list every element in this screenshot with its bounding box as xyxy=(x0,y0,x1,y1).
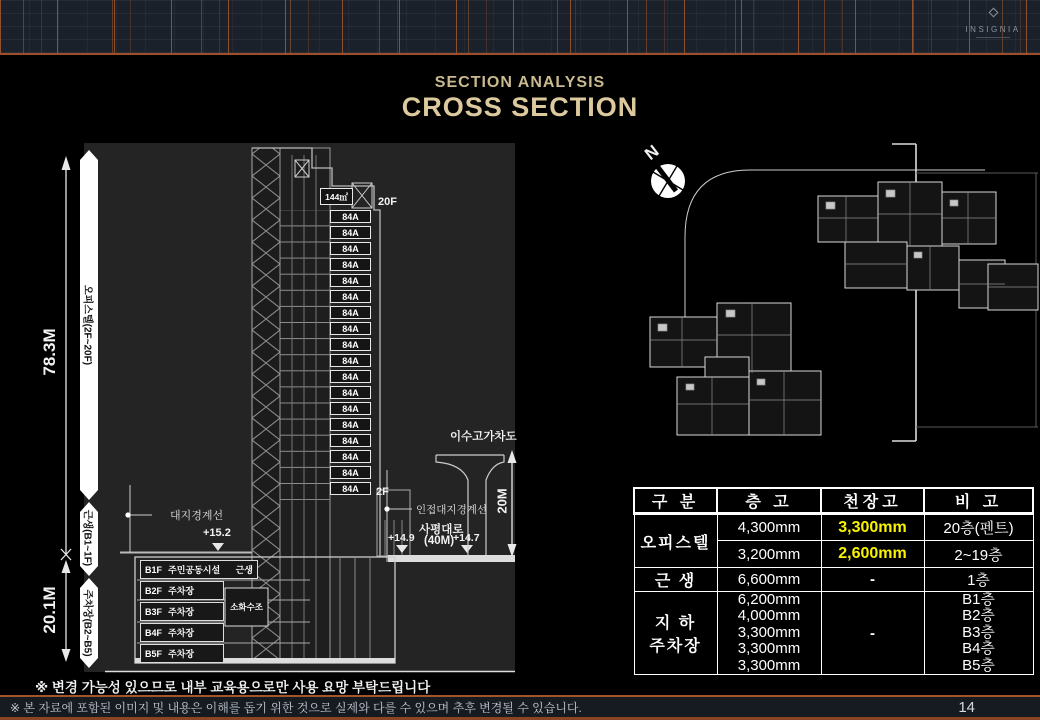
site-boundary-label: 대지경계선 xyxy=(170,510,224,522)
site-plan xyxy=(650,144,1038,441)
road-level-left-label: +14.9 xyxy=(388,532,415,544)
col-header-floor-height: 층 고 xyxy=(717,488,821,514)
cell-group-officetel: 오피스텔 xyxy=(634,514,717,568)
unit-floor-box: 84A xyxy=(330,402,371,415)
cell-remark: 20층(펜트) xyxy=(924,514,1033,541)
cell-group-geunsaeng: 근 생 xyxy=(634,568,717,592)
unit-cluster-lower xyxy=(650,303,821,435)
unit-floor-box: 84A xyxy=(330,386,371,399)
basement-row: B1F 주민공동시설 근생 xyxy=(140,560,258,579)
basement-row: B4F 주차장 xyxy=(140,623,224,642)
unit-floor-box: 84A xyxy=(330,370,371,383)
cell-ceiling-height: 2,600mm xyxy=(821,541,924,568)
basement-height-dim: 20.1M xyxy=(40,586,59,634)
cell-group-basement xyxy=(634,592,717,675)
logo-text: INSIGNIA xyxy=(965,25,1021,34)
basement-row: B2F 주차장 xyxy=(140,581,224,600)
road-level-right-label: +14.7 xyxy=(453,532,480,544)
disclaimer-note: ※ 본 자료에 포함된 이미지 및 내용은 이해를 돕기 위한 것으로 실제와 다를 수 있으며 추후 변경될 수 있습니다. xyxy=(10,700,582,715)
col-header-category: 구 분 xyxy=(634,488,717,514)
cell-ceiling-height: - xyxy=(821,592,924,675)
road-height-dim: 20M xyxy=(494,488,510,514)
north-label: N xyxy=(641,141,663,164)
unit-floor-stack xyxy=(330,210,371,498)
unit-floor-box: 84A xyxy=(330,450,371,463)
footer xyxy=(0,695,1040,720)
cell-ceiling-height: 3,300mm xyxy=(821,514,924,541)
cell-floor-height: 3,200mm xyxy=(717,541,821,568)
unit-floor-box: 84A xyxy=(330,418,371,431)
page-number: 14 xyxy=(958,698,975,716)
second-floor-label: 2F xyxy=(376,486,389,498)
unit-floor-box: 84A xyxy=(330,466,371,479)
unit-floor-box: 84A xyxy=(330,354,371,367)
basement-remarks: B1층 B2층 B3층 B4층 B5층 xyxy=(924,592,1033,675)
col-header-ceiling-height: 천장고 xyxy=(821,488,924,514)
band-geunsaeng-label: 근생(B1~1F) xyxy=(81,509,93,567)
basement-floor-heights: 6,200mm 4,000mm 3,300mm 3,300mm 3,300mm xyxy=(717,592,821,675)
group-basement-line1: 지 하 xyxy=(654,615,697,633)
page-subtitle: SECTION ANALYSIS xyxy=(434,74,606,91)
road-name-label: 사평대로 xyxy=(419,524,464,536)
band-parking-label: 주차장(B2~B5) xyxy=(81,589,93,657)
penthouse-floor-box: 144㎡ xyxy=(320,188,353,205)
overpass-label: 이수고가차도 xyxy=(450,431,517,443)
spec-table xyxy=(633,487,1034,675)
ground-level-label: +15.2 xyxy=(203,527,231,539)
cell-remark: 1층 xyxy=(924,568,1033,592)
table-row xyxy=(634,568,1033,592)
basement-row: B5F 주차장 xyxy=(140,644,224,663)
unit-floor-box: 84A xyxy=(330,322,371,335)
unit-floor-box: 84A xyxy=(330,242,371,255)
band-officetel-label: 오피스텔(2F~20F) xyxy=(81,284,93,366)
unit-cluster-upper xyxy=(818,182,1038,310)
col-header-remark: 비 고 xyxy=(924,488,1033,514)
unit-floor-box: 84A xyxy=(330,306,371,319)
total-height-dim: 78.3M xyxy=(40,328,59,376)
table-row xyxy=(634,514,1033,541)
unit-floor-box: 84A xyxy=(330,434,371,447)
table-header-row xyxy=(634,488,1033,514)
fire-tank-label: 소화수조 xyxy=(230,602,263,612)
cell-floor-height: 6,600mm xyxy=(717,568,821,592)
unit-floor-box: 84A xyxy=(330,290,371,303)
table-row xyxy=(634,592,1033,675)
road-width-label: (40M) xyxy=(424,535,455,547)
internal-use-note: ※ 변경 가능성 있으므로 내부 교육용으로만 사용 요망 부탁드립니다 xyxy=(35,680,431,695)
unit-floor-box: 84A xyxy=(330,226,371,239)
unit-floor-box: 84A xyxy=(330,482,371,495)
unit-floor-box: 84A xyxy=(330,210,371,223)
cell-ceiling-height: - xyxy=(821,568,924,592)
page-title: CROSS SECTION xyxy=(401,92,639,122)
cell-remark: 2~19층 xyxy=(924,541,1033,568)
adjacent-boundary-label: 인접대지경계선 xyxy=(416,504,488,516)
cell-floor-height: 4,300mm xyxy=(717,514,821,541)
unit-floor-box: 84A xyxy=(330,258,371,271)
basement-row: B3F 주차장 xyxy=(140,602,224,621)
unit-floor-box: 84A xyxy=(330,274,371,287)
top-floor-label: 20F xyxy=(378,196,397,208)
unit-floor-box: 84A xyxy=(330,338,371,351)
group-basement-line2: 주차장 xyxy=(649,638,702,656)
